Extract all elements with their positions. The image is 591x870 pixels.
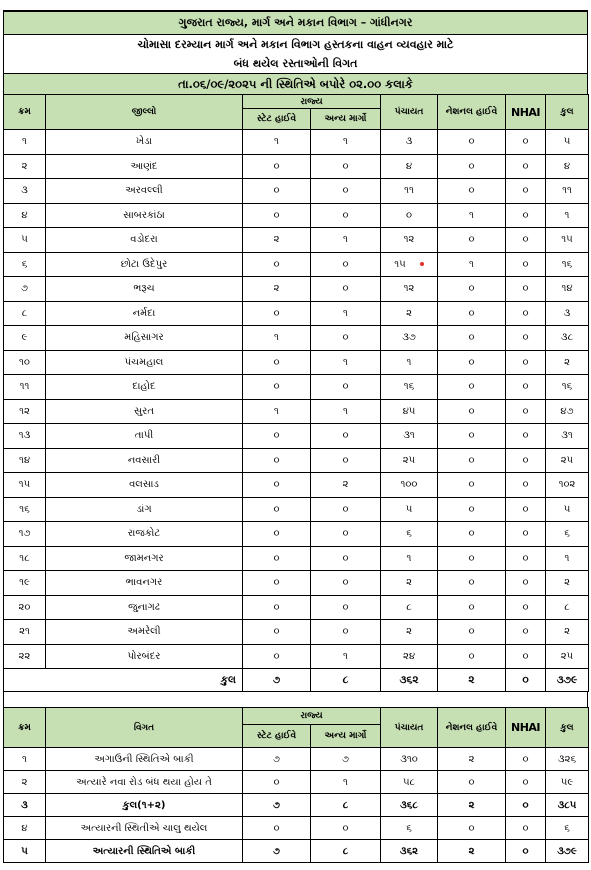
row-state-highway: ૨: [243, 228, 311, 253]
summary-detail: અત્યારે નવા રોડ બંધ થયા હોય તે: [46, 771, 243, 794]
row-total: ૮: [546, 595, 589, 620]
summary-header-panchayat: પંચાયત: [381, 708, 438, 748]
row-panchayat: ૨: [381, 620, 438, 645]
summary-header-sr: ક્રમ: [4, 708, 46, 748]
row-state-highway: ૦: [243, 448, 311, 473]
summary-other-roads: ૧: [311, 771, 381, 794]
row-national-highway: ૦: [438, 326, 506, 351]
row-nhai: ૦: [506, 179, 546, 204]
row-sr: ૧૦: [4, 350, 46, 375]
summary-header-nhai: NHAI: [506, 708, 546, 748]
row-other-roads: ૦: [311, 203, 381, 228]
row-national-highway: ૦: [438, 350, 506, 375]
summary-row: [4, 794, 589, 817]
row-panchayat: ૧૫: [381, 252, 438, 277]
row-national-highway: ૦: [438, 473, 506, 498]
row-state-highway: ૧: [243, 399, 311, 424]
row-state-highway: ૦: [243, 522, 311, 547]
table-row: [4, 130, 589, 155]
summary-other-roads: ૦: [311, 817, 381, 840]
row-other-roads: ૦: [311, 375, 381, 400]
row-nhai: ૦: [506, 154, 546, 179]
row-total: ૩૧: [546, 424, 589, 449]
row-total: ૧૬: [546, 375, 589, 400]
row-national-highway: ૦: [438, 571, 506, 596]
row-national-highway: ૦: [438, 644, 506, 669]
summary-detail: અગાઉની સ્થિતિએ બાકી: [46, 748, 243, 771]
row-total: ૨૫: [546, 644, 589, 669]
row-sr: ૧૨: [4, 399, 46, 424]
row-state-highway: ૦: [243, 301, 311, 326]
row-nhai: ૦: [506, 497, 546, 522]
summary-national-highway: ૦: [438, 817, 506, 840]
summary-header-state-highway: સ્ટેટ હાઈવે: [243, 725, 311, 748]
row-district: ભરૂચ: [46, 277, 243, 302]
col-header-panchayat: પંચાયત: [381, 95, 438, 130]
row-nhai: ૦: [506, 350, 546, 375]
table-row: [4, 497, 589, 522]
summary-panchayat: ૩૧૦: [381, 748, 438, 771]
report-page: [3, 10, 588, 863]
row-district: અમરેલી: [46, 620, 243, 645]
summary-row: [4, 771, 589, 794]
row-other-roads: ૦: [311, 424, 381, 449]
row-total: ૨: [546, 571, 589, 596]
row-state-highway: ૦: [243, 644, 311, 669]
row-total: ૪૭: [546, 399, 589, 424]
row-total: ૫: [546, 497, 589, 522]
row-nhai: ૦: [506, 644, 546, 669]
row-national-highway: ૦: [438, 497, 506, 522]
row-total: ૨: [546, 350, 589, 375]
row-sr: ૧૩: [4, 424, 46, 449]
row-other-roads: ૦: [311, 546, 381, 571]
total-panchayat: ૩૬૨: [381, 669, 438, 692]
row-total: ૧૬: [546, 252, 589, 277]
row-state-highway: ૦: [243, 497, 311, 522]
row-national-highway: ૦: [438, 154, 506, 179]
summary-header-total: કુલ: [546, 708, 589, 748]
summary-total: ૩૮૫: [546, 794, 589, 817]
table-row: [4, 595, 589, 620]
row-state-highway: ૦: [243, 203, 311, 228]
row-panchayat: ૫: [381, 497, 438, 522]
row-panchayat: ૪૫: [381, 399, 438, 424]
total-national-highway: ૨: [438, 669, 506, 692]
row-sr: ૫: [4, 228, 46, 253]
summary-sr: ૩: [4, 794, 46, 817]
row-sr: ૧૫: [4, 473, 46, 498]
table-row: [4, 399, 589, 424]
row-sr: ૧૧: [4, 375, 46, 400]
row-total: ૩: [546, 301, 589, 326]
row-sr: ૯: [4, 326, 46, 351]
row-nhai: ૦: [506, 252, 546, 277]
row-other-roads: ૧: [311, 130, 381, 155]
row-panchayat: ૧૬: [381, 375, 438, 400]
row-sr: ૨૦: [4, 595, 46, 620]
row-nhai: ૦: [506, 473, 546, 498]
row-district: વલસાડ: [46, 473, 243, 498]
summary-row: [4, 840, 589, 863]
summary-sr: ૪: [4, 817, 46, 840]
total-other-roads: ૮: [311, 669, 381, 692]
row-total: ૧૫: [546, 228, 589, 253]
summary-other-roads: ૮: [311, 840, 381, 863]
col-header-state-group: રાજ્ય: [243, 95, 381, 109]
row-district: જામનગર: [46, 546, 243, 571]
row-nhai: ૦: [506, 522, 546, 547]
row-nhai: ૦: [506, 620, 546, 645]
table-row: [4, 301, 589, 326]
row-panchayat: ૮: [381, 595, 438, 620]
row-panchayat: ૧૨: [381, 228, 438, 253]
col-header-national-highway: નેશનલ હાઈવે: [438, 95, 506, 130]
summary-state-highway: ૭: [243, 748, 311, 771]
summary-state-highway: ૦: [243, 771, 311, 794]
row-national-highway: ૦: [438, 228, 506, 253]
row-other-roads: ૦: [311, 326, 381, 351]
row-district: રાજકોટ: [46, 522, 243, 547]
table-row: [4, 424, 589, 449]
row-other-roads: ૦: [311, 620, 381, 645]
report-subtitle-1: ચોમાસા દરમ્યાન માર્ગ અને મકાન વિભાગ હસ્તકના વાહન વ્યવહાર માટે: [3, 34, 588, 54]
col-header-other-roads: અન્ય માર્ગો: [311, 109, 381, 130]
row-nhai: ૦: [506, 326, 546, 351]
summary-nhai: ૦: [506, 817, 546, 840]
row-other-roads: ૦: [311, 595, 381, 620]
row-sr: ૮: [4, 301, 46, 326]
summary-nhai: ૦: [506, 840, 546, 863]
row-sr: ૧૪: [4, 448, 46, 473]
table-row: [4, 228, 589, 253]
total-label: કુલ: [4, 669, 243, 692]
row-panchayat: ૩: [381, 130, 438, 155]
summary-header-national-highway: નેશનલ હાઈવે: [438, 708, 506, 748]
table-row: [4, 473, 589, 498]
row-nhai: ૦: [506, 301, 546, 326]
summary-sr: ૨: [4, 771, 46, 794]
total-nhai: ૦: [506, 669, 546, 692]
row-state-highway: ૦: [243, 546, 311, 571]
row-panchayat: ૨: [381, 301, 438, 326]
summary-table: [3, 707, 589, 863]
row-nhai: ૦: [506, 399, 546, 424]
row-other-roads: ૦: [311, 522, 381, 547]
table-row: [4, 252, 589, 277]
row-panchayat: ૩૭: [381, 326, 438, 351]
summary-state-highway: ૭: [243, 840, 311, 863]
summary-total: ૩૭૯: [546, 840, 589, 863]
row-national-highway: ૦: [438, 546, 506, 571]
row-sr: ૨: [4, 154, 46, 179]
summary-nhai: ૦: [506, 794, 546, 817]
row-district: દાહોદ: [46, 375, 243, 400]
summary-national-highway: ૨: [438, 794, 506, 817]
report-title: ગુજરાત રાજ્ય, માર્ગ અને મકાન વિભાગ – ગાંધીનગર: [3, 10, 588, 34]
row-total: ૧: [546, 546, 589, 571]
summary-detail: અત્યારની સ્થિતિએ બાકી: [46, 840, 243, 863]
row-other-roads: ૧: [311, 228, 381, 253]
summary-total: ૫૯: [546, 771, 589, 794]
row-state-highway: ૦: [243, 571, 311, 596]
row-sr: ૪: [4, 203, 46, 228]
table-row: [4, 546, 589, 571]
row-other-roads: ૦: [311, 448, 381, 473]
row-total: ૪: [546, 154, 589, 179]
row-nhai: ૦: [506, 424, 546, 449]
col-header-total: કુલ: [546, 95, 589, 130]
row-state-highway: ૧: [243, 326, 311, 351]
row-total: ૨૫: [546, 448, 589, 473]
row-sr: ૧૬: [4, 497, 46, 522]
row-other-roads: ૨: [311, 473, 381, 498]
row-panchayat: ૨૫: [381, 448, 438, 473]
row-other-roads: ૦: [311, 277, 381, 302]
row-district: જુનાગઢ: [46, 595, 243, 620]
row-panchayat: ૬: [381, 522, 438, 547]
summary-header-state-group: રાજ્ય: [243, 708, 381, 725]
row-district: ભાવનગર: [46, 571, 243, 596]
summary-panchayat: ૬: [381, 817, 438, 840]
row-nhai: ૦: [506, 130, 546, 155]
row-national-highway: ૦: [438, 179, 506, 204]
summary-panchayat: ૩૬૨: [381, 840, 438, 863]
row-sr: ૧૭: [4, 522, 46, 547]
row-district: નવસારી: [46, 448, 243, 473]
row-panchayat: ૨: [381, 571, 438, 596]
row-district: પંચમહાલ: [46, 350, 243, 375]
table-total-row: [4, 669, 589, 692]
row-district: મહિસાગર: [46, 326, 243, 351]
summary-national-highway: ૨: [438, 840, 506, 863]
row-panchayat: ૦: [381, 203, 438, 228]
row-national-highway: ૦: [438, 130, 506, 155]
row-district: ખેડા: [46, 130, 243, 155]
row-total: ૧૦૨: [546, 473, 589, 498]
row-sr: ૭: [4, 277, 46, 302]
summary-header-other-roads: અન્ય માર્ગો: [311, 725, 381, 748]
table-row: [4, 277, 589, 302]
table-row: [4, 620, 589, 645]
summary-nhai: ૦: [506, 771, 546, 794]
row-national-highway: ૧: [438, 203, 506, 228]
row-nhai: ૦: [506, 228, 546, 253]
table-spacer: [3, 692, 588, 707]
row-total: ૧૪: [546, 277, 589, 302]
row-other-roads: ૦: [311, 154, 381, 179]
row-district: વડોદરા: [46, 228, 243, 253]
summary-national-highway: ૦: [438, 771, 506, 794]
row-national-highway: ૧: [438, 252, 506, 277]
row-total: ૧૧: [546, 179, 589, 204]
row-other-roads: ૦: [311, 179, 381, 204]
row-panchayat: ૧૧: [381, 179, 438, 204]
table-row: [4, 448, 589, 473]
row-sr: ૨૨: [4, 644, 46, 669]
table-row: [4, 571, 589, 596]
row-national-highway: ૦: [438, 448, 506, 473]
row-nhai: ૦: [506, 546, 546, 571]
col-header-sr: ક્રમ: [4, 95, 46, 130]
row-total: ૨: [546, 620, 589, 645]
row-panchayat: ૪: [381, 154, 438, 179]
summary-total: ૬: [546, 817, 589, 840]
row-other-roads: ૧: [311, 350, 381, 375]
row-nhai: ૦: [506, 203, 546, 228]
row-nhai: ૦: [506, 277, 546, 302]
row-state-highway: ૧: [243, 130, 311, 155]
table-row: [4, 154, 589, 179]
total-total: ૩૭૯: [546, 669, 589, 692]
row-state-highway: ૦: [243, 252, 311, 277]
col-header-state-highway: સ્ટેટ હાઈવે: [243, 109, 311, 130]
summary-sr: ૧: [4, 748, 46, 771]
report-date-line: તા.૦૬/૦૯/૨૦૨૫ ની સ્થિતિએ બપોરે ૦૨.૦૦ કલાકે: [3, 73, 588, 94]
row-other-roads: ૧: [311, 644, 381, 669]
summary-state-highway: ૭: [243, 794, 311, 817]
row-nhai: ૦: [506, 595, 546, 620]
row-sr: ૧: [4, 130, 46, 155]
row-state-highway: ૦: [243, 595, 311, 620]
row-national-highway: ૦: [438, 620, 506, 645]
row-national-highway: ૦: [438, 522, 506, 547]
row-nhai: ૦: [506, 448, 546, 473]
row-sr: ૧૯: [4, 571, 46, 596]
row-sr: ૩: [4, 179, 46, 204]
row-total: ૬: [546, 522, 589, 547]
row-state-highway: ૦: [243, 473, 311, 498]
row-total: ૫: [546, 130, 589, 155]
red-marker-dot: [420, 262, 424, 266]
summary-sr: ૫: [4, 840, 46, 863]
row-state-highway: ૦: [243, 424, 311, 449]
summary-panchayat: ૩૬૮: [381, 794, 438, 817]
report-subtitle-2: બંધ થયેલ રસ્તાઓની વિગત: [3, 54, 588, 73]
row-state-highway: ૦: [243, 620, 311, 645]
summary-header-detail: વિગત: [46, 708, 243, 748]
col-header-nhai: NHAI: [506, 95, 546, 130]
row-panchayat: ૧૨: [381, 277, 438, 302]
row-district: સુરત: [46, 399, 243, 424]
table-row: [4, 375, 589, 400]
row-state-highway: ૨: [243, 277, 311, 302]
row-district: નર્મદા: [46, 301, 243, 326]
row-panchayat: ૧: [381, 546, 438, 571]
row-panchayat: ૩૧: [381, 424, 438, 449]
row-national-highway: ૦: [438, 375, 506, 400]
row-state-highway: ૦: [243, 154, 311, 179]
row-other-roads: ૦: [311, 497, 381, 522]
summary-row: [4, 748, 589, 771]
table-row: [4, 350, 589, 375]
row-state-highway: ૦: [243, 375, 311, 400]
row-national-highway: ૦: [438, 399, 506, 424]
row-nhai: ૦: [506, 375, 546, 400]
row-sr: ૧૮: [4, 546, 46, 571]
table-row: [4, 522, 589, 547]
summary-state-highway: ૦: [243, 817, 311, 840]
total-state-highway: ૭: [243, 669, 311, 692]
row-national-highway: ૦: [438, 424, 506, 449]
row-district: પોરબંદર: [46, 644, 243, 669]
row-nhai: ૦: [506, 571, 546, 596]
row-district: તાપી: [46, 424, 243, 449]
row-district: છોટા ઉદેપુર: [46, 252, 243, 277]
row-national-highway: ૦: [438, 301, 506, 326]
table-row: [4, 644, 589, 669]
col-header-district: જીલ્લો: [46, 95, 243, 130]
row-other-roads: ૦: [311, 252, 381, 277]
summary-other-roads: ૮: [311, 794, 381, 817]
row-district: સાબરકાંઠા: [46, 203, 243, 228]
row-total: ૧: [546, 203, 589, 228]
row-district: અરવલ્લી: [46, 179, 243, 204]
summary-panchayat: ૫૮: [381, 771, 438, 794]
district-closures-table: [3, 94, 589, 692]
row-district: આણંદ: [46, 154, 243, 179]
table-row: [4, 179, 589, 204]
row-sr: ૬: [4, 252, 46, 277]
summary-nhai: ૦: [506, 748, 546, 771]
summary-total: ૩૨૬: [546, 748, 589, 771]
row-total: ૩૮: [546, 326, 589, 351]
row-panchayat: ૧૦૦: [381, 473, 438, 498]
summary-detail: અત્યારની સ્થિતીએ ચાલુ થયેલ: [46, 817, 243, 840]
summary-detail: કુલ(૧+૨): [46, 794, 243, 817]
row-other-roads: ૦: [311, 571, 381, 596]
row-other-roads: ૧: [311, 301, 381, 326]
table-row: [4, 326, 589, 351]
row-state-highway: ૦: [243, 350, 311, 375]
table-row: [4, 203, 589, 228]
row-district: ડાંગ: [46, 497, 243, 522]
row-sr: ૨૧: [4, 620, 46, 645]
row-other-roads: ૧: [311, 399, 381, 424]
summary-row: [4, 817, 589, 840]
summary-other-roads: ૭: [311, 748, 381, 771]
row-panchayat: ૧: [381, 350, 438, 375]
row-national-highway: ૦: [438, 277, 506, 302]
summary-national-highway: ૨: [438, 748, 506, 771]
row-national-highway: ૦: [438, 595, 506, 620]
row-panchayat: ૨૪: [381, 644, 438, 669]
row-state-highway: ૦: [243, 179, 311, 204]
